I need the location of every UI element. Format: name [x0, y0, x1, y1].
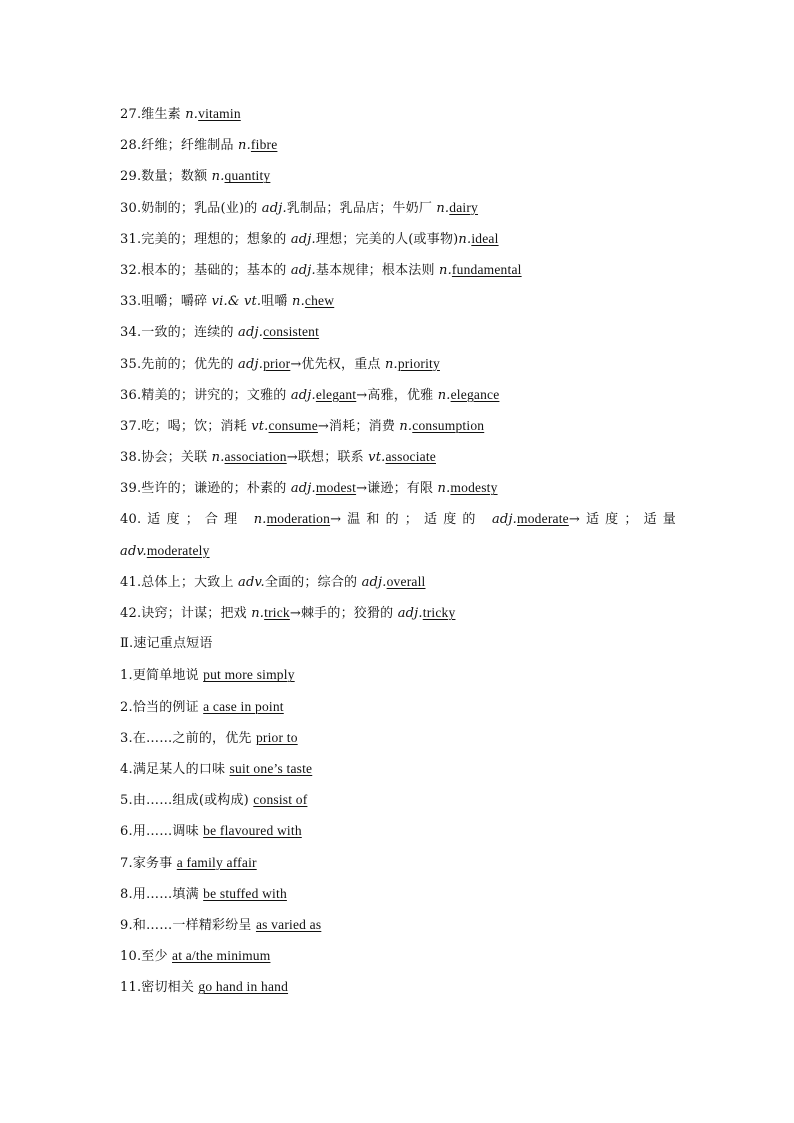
answer-phrase: be flavoured with	[203, 823, 302, 839]
vocab-item	[120, 316, 680, 347]
chinese-meaning: 精美的；讲究的；文雅的	[141, 387, 291, 403]
vocab-item	[120, 98, 680, 129]
vocab-item	[120, 192, 680, 223]
derived-meaning: →消耗；消费	[317, 418, 400, 434]
vocab-item	[120, 129, 680, 160]
answer-word: moderation	[266, 511, 331, 527]
part-of-speech: n.	[211, 169, 225, 185]
item-number: 4.	[120, 761, 133, 777]
phrase-item	[120, 847, 680, 878]
chinese-meaning: 用……调味	[132, 824, 204, 840]
chinese-meaning: 适度；合理	[141, 512, 254, 528]
answer-word: quantity	[224, 168, 271, 184]
part-of-speech: vt.	[368, 450, 386, 466]
chinese-meaning: 协会；关联	[141, 450, 212, 466]
part-of-speech: adj.	[261, 200, 287, 216]
item-number: 38.	[120, 450, 142, 466]
phrase-item	[120, 909, 680, 940]
answer-word: consumption	[412, 417, 485, 433]
second-meaning: 咀嚼	[261, 294, 292, 310]
vocab-item	[120, 472, 680, 503]
answer-phrase: a case in point	[203, 698, 284, 714]
phrase-item	[120, 815, 680, 846]
part-of-speech: n.	[437, 387, 451, 403]
item-number: 7.	[120, 855, 133, 871]
second-meaning: 乳制品；乳品店；牛奶厂	[286, 200, 437, 216]
part-of-speech: n.	[238, 138, 251, 154]
chinese-meaning: 家务事	[132, 855, 177, 871]
derived-meaning: →棘手的；狡猾的	[289, 606, 398, 621]
answer-phrase: consist of	[253, 792, 308, 808]
item-number: 10.	[120, 949, 142, 965]
vocab-list	[120, 98, 680, 1002]
chinese-meaning: 在……之前的，优先	[132, 730, 256, 746]
answer-phrase: prior to	[255, 729, 298, 745]
phrase-item	[120, 971, 680, 1002]
part-of-speech: adj.	[290, 481, 316, 497]
chinese-meaning: 至少	[141, 949, 173, 965]
chinese-meaning: 维生素	[141, 107, 186, 122]
item-number: 28.	[120, 138, 142, 154]
answer-word: ideal	[471, 230, 499, 246]
item-number: 37.	[120, 418, 142, 434]
vocab-item-continuation	[120, 535, 680, 566]
second-meaning: 基本规律；根本法则	[315, 262, 440, 278]
item-number: 5.	[120, 793, 133, 809]
vocab-item	[120, 160, 680, 191]
part-of-speech: n.	[458, 231, 472, 247]
part-of-speech: adj.	[491, 512, 518, 528]
vocab-item	[120, 597, 680, 628]
answer-phrase: at a/the minimum	[172, 948, 271, 964]
phrase-item	[120, 940, 680, 971]
derived-meaning: →谦逊；有限	[356, 481, 438, 497]
chinese-meaning: 总体上；大致上	[141, 574, 239, 590]
item-number: 6.	[120, 824, 133, 840]
part-of-speech: adj.	[361, 574, 387, 590]
answer-phrase: a family affair	[176, 854, 257, 870]
item-number: 34.	[120, 325, 142, 341]
phrase-item	[120, 753, 680, 784]
item-number: 11.	[120, 980, 142, 996]
part-of-speech: n.	[437, 481, 451, 497]
answer-word: consume	[268, 417, 318, 433]
chinese-meaning: 吃；喝；饮；消耗	[141, 418, 252, 434]
part-of-speech: n.	[399, 418, 413, 434]
answer-word: modesty	[450, 480, 498, 496]
part-of-speech: adj.	[397, 606, 423, 621]
derived-meaning: →高雅，优雅	[356, 387, 438, 403]
answer-phrase: put more simply	[203, 667, 295, 683]
answer-word: consistent	[263, 324, 320, 340]
item-number: 39.	[120, 481, 142, 497]
vocab-item	[120, 254, 680, 285]
chinese-meaning: 密切相关	[141, 980, 199, 996]
phrase-item	[120, 691, 680, 722]
part-of-speech: n.	[185, 107, 199, 122]
chinese-meaning: 咀嚼；嚼碎	[141, 294, 212, 310]
chinese-meaning: 先前的；优先的	[141, 356, 239, 372]
answer-word: trick	[264, 605, 290, 620]
vocab-item	[120, 566, 680, 597]
chinese-meaning: 一致的；连续的	[141, 325, 239, 341]
part-of-speech: n.	[251, 606, 265, 621]
chinese-meaning: 由……组成(或构成)	[132, 793, 254, 809]
chinese-meaning: 完美的；理想的；想象的	[141, 231, 291, 247]
item-number: 33.	[120, 294, 142, 310]
part-of-speech: n.	[292, 294, 305, 310]
second-meaning: 全面的；综合的	[264, 574, 362, 590]
phrase-item	[120, 659, 680, 690]
answer-word: dairy	[449, 199, 479, 215]
part-of-speech: adj.	[290, 387, 316, 403]
part-of-speech: adv.	[238, 574, 265, 590]
item-number: 9.	[120, 917, 133, 933]
answer-phrase: go hand in hand	[198, 979, 289, 995]
part-of-speech: adj.	[290, 262, 316, 278]
vocab-item	[120, 223, 680, 254]
part-of-speech: adj.	[238, 356, 264, 372]
section-heading	[120, 628, 680, 659]
phrase-item	[120, 878, 680, 909]
answer-word: moderate	[517, 511, 569, 527]
item-number: 29.	[120, 169, 142, 185]
derived-meaning: →适度；适量	[568, 512, 676, 528]
part-of-speech: vi.& vt.	[211, 294, 262, 310]
answer-word: fibre	[250, 137, 278, 153]
item-number: 27.	[120, 107, 142, 122]
answer-word: moderately	[146, 542, 210, 558]
chinese-meaning: 恰当的例证	[132, 699, 204, 715]
vocab-item	[120, 379, 680, 410]
chinese-meaning: 根本的；基础的；基本的	[141, 262, 291, 278]
chinese-meaning: 数量；数额	[141, 169, 212, 185]
vocab-item	[120, 348, 680, 379]
answer-word: priority	[397, 355, 440, 371]
part-of-speech: vt.	[251, 418, 269, 434]
chinese-meaning: 诀窍；计谋；把戏	[141, 606, 252, 621]
item-number: 31.	[120, 231, 142, 247]
part-of-speech: n.	[439, 262, 452, 278]
answer-phrase: be stuffed with	[203, 885, 287, 901]
part-of-speech: n.	[211, 450, 225, 466]
chinese-meaning: 更简单地说	[132, 668, 204, 684]
derived-meaning: →联想；联系	[286, 450, 369, 466]
item-number: 42.	[120, 606, 142, 621]
item-number: 41.	[120, 574, 142, 590]
chinese-meaning: 纤维；纤维制品	[141, 138, 239, 154]
answer-word: fundamental	[451, 261, 522, 277]
vocab-item	[120, 503, 676, 534]
answer-word: modest	[315, 480, 357, 496]
phrase-item	[120, 722, 680, 753]
part-of-speech: adj.	[290, 231, 316, 247]
chinese-meaning: 些许的；谦逊的；朴素的	[141, 481, 291, 497]
second-meaning: 理想；完美的人(或事物)	[315, 231, 459, 247]
chinese-meaning: 奶制的；乳品(业)的	[141, 200, 262, 216]
item-number: 30.	[120, 200, 142, 216]
chinese-meaning: 用……填满	[132, 886, 204, 902]
derived-meaning: →温和的；适度的	[330, 512, 492, 528]
chinese-meaning: 满足某人的口味	[132, 761, 230, 777]
answer-word: prior	[263, 355, 291, 371]
item-number: 35.	[120, 356, 142, 372]
vocab-item	[120, 410, 680, 441]
answer-word: chew	[304, 293, 335, 309]
item-number: 32.	[120, 262, 142, 278]
vocab-item	[120, 285, 680, 316]
item-number: 3.	[120, 730, 133, 746]
part-of-speech: n.	[384, 356, 398, 372]
answer-word: association	[224, 449, 287, 465]
item-number: 8.	[120, 886, 133, 902]
answer-word: overall	[386, 573, 426, 589]
answer-word: elegance	[450, 386, 500, 402]
item-number: 2.	[120, 699, 133, 715]
part-of-speech: n.	[253, 512, 267, 528]
answer-word: elegant	[315, 386, 357, 402]
derived-meaning: →优先权，重点	[290, 356, 385, 372]
answer-word: vitamin	[198, 106, 241, 121]
section-title: Ⅱ.速记重点短语	[120, 636, 213, 652]
part-of-speech: adv.	[120, 543, 147, 559]
item-number: 36.	[120, 387, 142, 403]
chinese-meaning: 和……一样精彩纷呈	[132, 917, 256, 933]
answer-word: tricky	[422, 605, 456, 620]
vocab-item	[120, 441, 680, 472]
item-number: 1.	[120, 668, 133, 684]
answer-phrase: suit one’s taste	[229, 760, 313, 776]
part-of-speech: n.	[436, 200, 450, 216]
phrase-item	[120, 784, 680, 815]
answer-word: associate	[385, 449, 436, 465]
answer-phrase: as varied as	[255, 916, 322, 932]
part-of-speech: adj.	[238, 325, 264, 341]
item-number: 40.	[120, 512, 142, 528]
